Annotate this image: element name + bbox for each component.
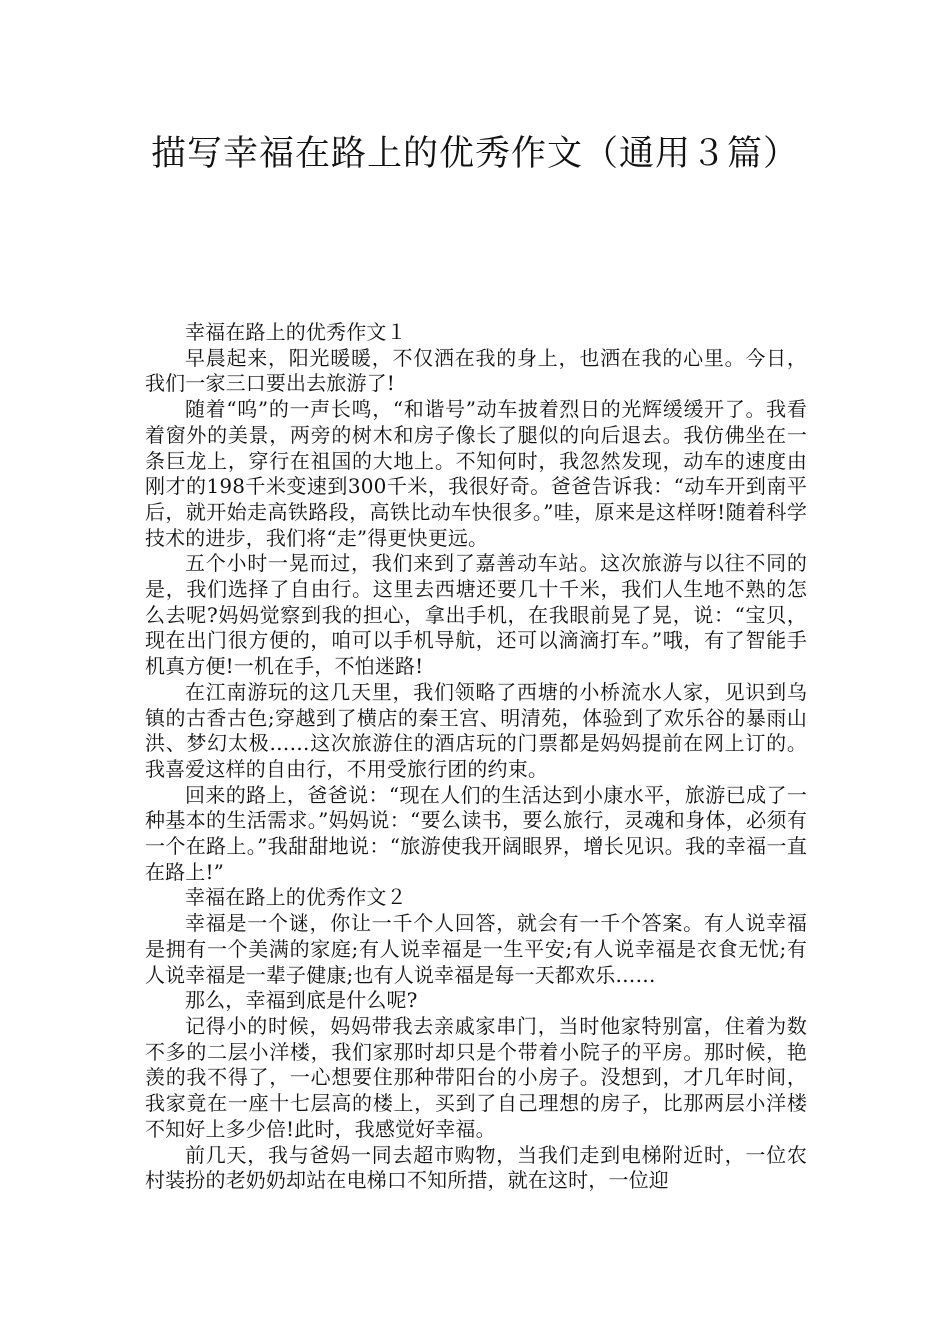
paragraph: 幸福是一个谜，你让一千个人回答，就会有一千个答案。有人说幸福是拥有一个美满的家庭;有人说幸福是一生平安;有人说幸福是衣食无忧;有人说幸福是一辈子健康;也有人说幸福是每一天都欢乐……: [145, 911, 807, 987]
essay-heading-1: 幸福在路上的优秀作文１: [185, 320, 407, 344]
document-title: 描写幸福在路上的优秀作文（通用３篇）: [150, 134, 799, 174]
paragraph: 回来的路上，爸爸说：“现在人们的生活达到小康水平，旅游已成了一种基本的生活需求。”妈妈说：“要么读书，要么旅行，灵魂和身体，必须有一个在路上。”我甜甜地说：“旅游使我开阔眼界，增长见识。我的幸福一直在路上!”: [145, 782, 807, 884]
paragraph: 早晨起来，阳光暖暖，不仅洒在我的身上，也洒在我的心里。今日，我们一家三口要出去旅游了!: [145, 345, 807, 396]
paragraph: 前几天，我与爸妈一同去超市购物，当我们走到电梯附近时，一位农村装扮的老奶奶却站在电梯口不知所措，就在这时，一位迎: [145, 1142, 807, 1193]
paragraph: 记得小的时候，妈妈带我去亲戚家串门，当时他家特别富，住着为数不多的二层小洋楼，我们家那时却只是个带着小院子的平房。那时候，艳羡的我不得了，一心想要住那种带阳台的小房子。没想到，才几年时间，我家竟在一座十七层高的楼上，买到了自己理想的房子，比那两层小洋楼不知好上多少倍!此时，我感觉好幸福。: [145, 1013, 807, 1141]
paragraph: 在江南游玩的这几天里，我们领略了西塘的小桥流水人家，见识到乌镇的古香古色;穿越到了横店的秦王宫、明清苑，体验到了欢乐谷的暴雨山洪、梦幻太极……这次旅游住的酒店玩的门票都是妈妈提前在网上订的。我喜爱这样的自由行，不用受旅行团的约束。: [145, 679, 807, 781]
paragraph: 那么，幸福到底是什么呢?: [185, 988, 418, 1013]
essay-heading-2: 幸福在路上的优秀作文２: [185, 885, 407, 910]
paragraph: 随着“呜”的一声长鸣，“和谐号”动车披着烈日的光辉缓缓开了。我看着窗外的美景，两旁的树木和房子像长了腿似的向后退去。我仿佛坐在一条巨龙上，穿行在祖国的大地上。不知何时，我忽然发现，动车的速度由刚才的198千米变速到300千米，我很好奇。爸爸告诉我：“动车开到南平后，就开始走高铁路段，高铁比动车快很多。”哇，原来是这样呀!随着科学技术的进步，我们将“走”得更快更远。: [145, 397, 807, 550]
paragraph: 五个小时一晃而过，我们来到了嘉善动车站。这次旅游与以往不同的是，我们选择了自由行。这里去西塘还要几十千米，我们人生地不熟的怎么去呢?妈妈觉察到我的担心，拿出手机，在我眼前晃了晃，说：“宝贝，现在出门很方便的，咱可以手机导航，还可以滴滴打车。”哦，有了智能手机真方便!一机在手，不怕迷路!: [145, 551, 807, 679]
document-body: [145, 320, 807, 1194]
